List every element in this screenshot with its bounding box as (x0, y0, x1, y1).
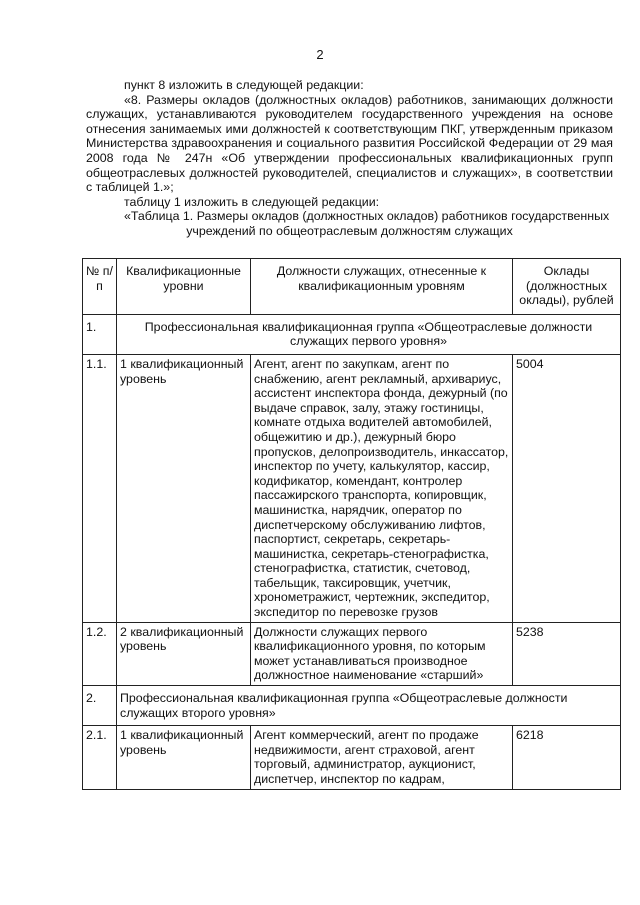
intro-paragraph-1: пункт 8 изложить в следующей редакции: (124, 78, 364, 92)
row-2-1-level: 1 квалификационный уровень (117, 726, 251, 789)
table-caption-line-2: учреждений по общеотраслевым должностям служащих (186, 223, 513, 238)
group-1-title: Профессиональная квалификационная группа «Общеотраслевые должности служащих первого уровня» (117, 314, 621, 354)
group-row-1 (83, 314, 621, 354)
table-header-row (83, 259, 621, 315)
row-2-1-num: 2.1. (83, 726, 117, 789)
header-positions: Должности служащих, отнесенные к квалификационным уровням (251, 259, 513, 315)
intro-text (86, 78, 613, 239)
page-number: 2 (316, 47, 324, 62)
row-2-1-salary: 6218 (513, 726, 621, 789)
row-1-2-level: 2 квалификационный уровень (117, 622, 251, 685)
row-1-2-positions: Должности служащих первого квалификационного уровня, по которым может устанавливаться производное должностное наименование «старший» (251, 622, 513, 685)
header-level: Квалификационные уровни (117, 259, 251, 315)
group-1-num: 1. (83, 314, 117, 354)
row-2-1-positions: Агент коммерческий, агент по продаже недвижимости, агент страховой, агент торговый, администратор, аукционист, диспетчер, инспектор по кадрам, (251, 726, 513, 789)
group-2-num: 2. (83, 686, 117, 726)
group-row-2 (83, 686, 621, 726)
intro-paragraph-3: таблицу 1 изложить в следующей редакции: (124, 194, 380, 209)
row-1-2-salary: 5238 (513, 622, 621, 685)
row-1-1-num: 1.1. (83, 354, 117, 622)
row-1-1-level: 1 квалификационный уровень (117, 354, 251, 622)
salary-table (82, 258, 621, 790)
table-row-1-2 (83, 622, 621, 685)
group-2-title: Профессиональная квалификационная группа «Общеотраслевые должности служащих второго уровня» (117, 686, 621, 726)
intro-paragraph-2: «8. Размеры окладов (должностных окладов) работников, занимающих должности служащих, устанавливаются руководителем государственного учреждения на основе отнесения занимаемых ими должностей к соответствующим ПКГ, утвержденным приказом Министерства здравоохранения и социального развития Российской Федерации от 29 мая 2008 года № 247н «Об утверждении профессиональных квалификационных групп общеотраслевых должностей руководителей, специалистов и служащих», в соответствии с таблицей 1.»; (86, 92, 613, 195)
table-row-1-1 (83, 354, 621, 622)
header-salary: Оклады (должностных оклады), рублей (513, 259, 621, 315)
row-1-1-salary: 5004 (513, 354, 621, 622)
table-caption-line-1: «Таблица 1. Размеры окладов (должностных окладов) работников государственных (124, 209, 610, 224)
row-1-1-positions: Агент, агент по закупкам, агент по снабжению, агент рекламный, архивариус, ассистент инспектора фонда, дежурный (по выдаче справок, залу, этажу гостиницы, комнате отдыха водителей автомобилей, общежитию и др.), дежурный бюро пропусков, делопроизводитель, инкассатор, инспектор по учету, калькулятор, кассир, кодификатор, комендант, контролер пассажирского транспорта, копировщик, машинистка, нарядчик, оператор по диспетчерскому обслуживанию лифтов, паспортист, секретарь, секретарь-машинистка, секретарь-стенографистка, стенографистка, статистик, счетовод, табельщик, таксировщик, учетчик, хронометражист, чертежник, экспедитор, экспедитор по перевозке грузов (251, 354, 513, 622)
header-num: № п/п (83, 259, 117, 315)
table-row-2-1 (83, 726, 621, 789)
row-1-2-num: 1.2. (83, 622, 117, 685)
